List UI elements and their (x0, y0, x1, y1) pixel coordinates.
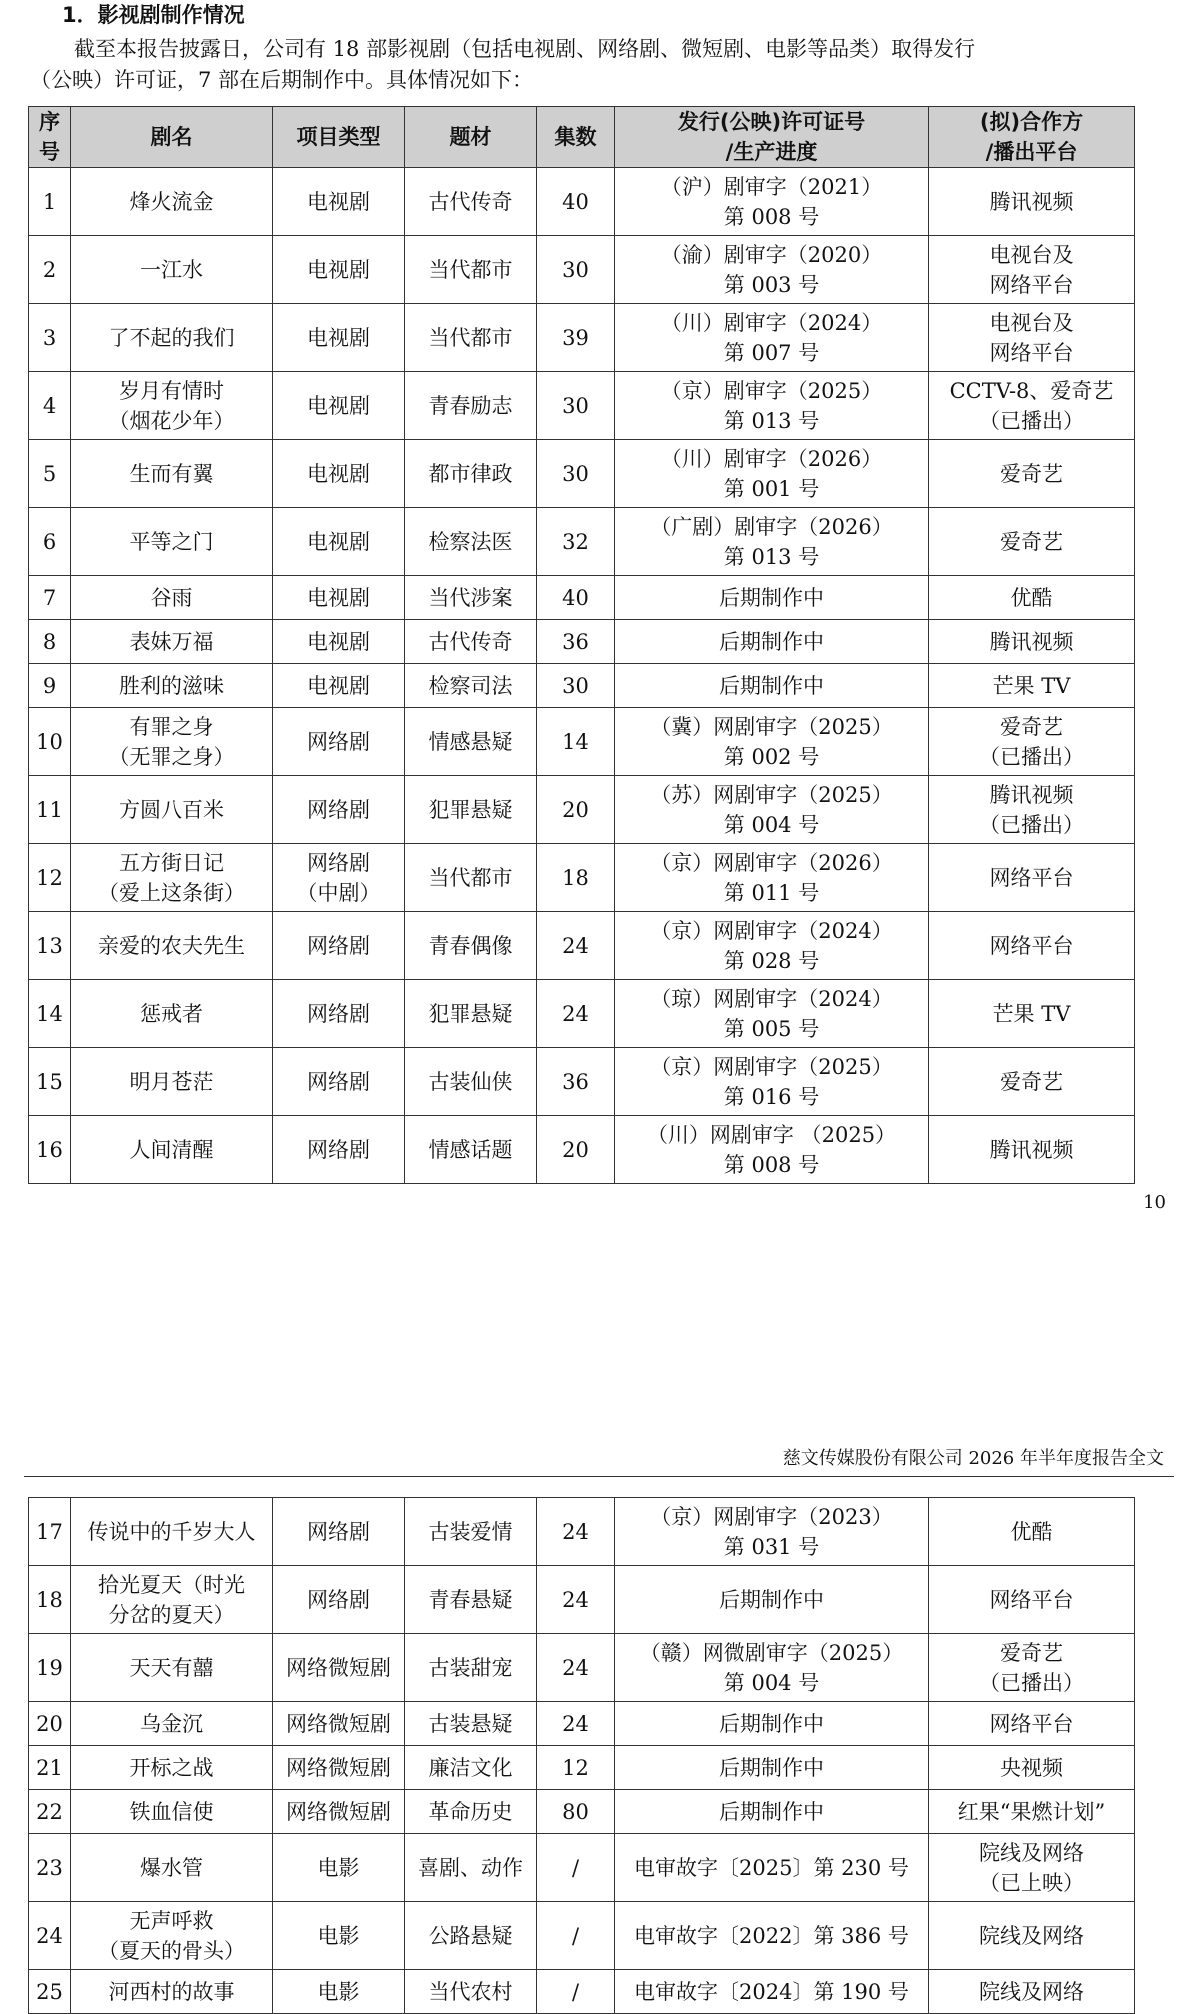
row-number-cell: 18 (29, 1566, 71, 1634)
row-number-cell: 3 (29, 304, 71, 372)
genre-cell: 当代都市 (405, 236, 537, 304)
episode-count-cell: 24 (537, 1566, 615, 1634)
project-type-cell: 网络微短剧 (273, 1746, 405, 1790)
license-or-progress-cell: （冀）网剧审字（2025） 第 002 号 (615, 708, 929, 776)
project-type-cell: 电视剧 (273, 440, 405, 508)
genre-cell: 廉洁文化 (405, 1746, 537, 1790)
episode-count-cell: 20 (537, 1116, 615, 1184)
project-type-cell: 电影 (273, 1902, 405, 1970)
drama-title-cell: 爆水管 (71, 1834, 273, 1902)
intro-paragraph (30, 34, 1170, 96)
genre-cell: 情感话题 (405, 1116, 537, 1184)
genre-cell: 都市律政 (405, 440, 537, 508)
row-number-cell: 9 (29, 664, 71, 708)
partner-platform-cell: CCTV-8、爱奇艺 （已播出） (929, 372, 1135, 440)
episode-count-cell: 36 (537, 620, 615, 664)
episode-count-cell: 24 (537, 1702, 615, 1746)
table-row (29, 508, 1135, 576)
episode-count-cell: 39 (537, 304, 615, 372)
row-number-cell: 8 (29, 620, 71, 664)
episode-count-cell: / (537, 1834, 615, 1902)
episode-count-cell: 24 (537, 1498, 615, 1566)
drama-title-cell: 有罪之身 （无罪之身） (71, 708, 273, 776)
genre-cell: 检察法医 (405, 508, 537, 576)
episode-count-cell: 80 (537, 1790, 615, 1834)
production-table-page2 (28, 1497, 1135, 2014)
table-row (29, 1498, 1135, 1566)
genre-cell: 古代传奇 (405, 168, 537, 236)
table-row (29, 776, 1135, 844)
table-row (29, 1634, 1135, 1702)
drama-title-cell: 河西村的故事 (71, 1970, 273, 2014)
header-rule (24, 1476, 1174, 1477)
genre-cell: 古装甜宠 (405, 1634, 537, 1702)
column-header: 序号 (29, 107, 71, 168)
license-or-progress-cell: 后期制作中 (615, 620, 929, 664)
episode-count-cell: / (537, 1902, 615, 1970)
project-type-cell: 电影 (273, 1834, 405, 1902)
intro-line-1: 截至本报告披露日，公司有 18 部影视剧（包括电视剧、网络剧、微短剧、电影等品类）取得发行 (74, 37, 976, 61)
episode-count-cell: 18 (537, 844, 615, 912)
partner-platform-cell: 院线及网络 （已上映） (929, 1834, 1135, 1902)
license-or-progress-cell: （赣）网微剧审字（2025） 第 004 号 (615, 1634, 929, 1702)
partner-platform-cell: 爱奇艺 (929, 508, 1135, 576)
episode-count-cell: 40 (537, 576, 615, 620)
episode-count-cell: 30 (537, 236, 615, 304)
episode-count-cell: 24 (537, 1634, 615, 1702)
episode-count-cell: 30 (537, 372, 615, 440)
production-table-page1 (28, 106, 1135, 1184)
row-number-cell: 10 (29, 708, 71, 776)
genre-cell: 革命历史 (405, 1790, 537, 1834)
drama-title-cell: 谷雨 (71, 576, 273, 620)
row-number-cell: 15 (29, 1048, 71, 1116)
genre-cell: 公路悬疑 (405, 1902, 537, 1970)
table-row (29, 304, 1135, 372)
episode-count-cell: 12 (537, 1746, 615, 1790)
license-or-progress-cell: （京）网剧审字（2023） 第 031 号 (615, 1498, 929, 1566)
partner-platform-cell: 腾讯视频 (929, 168, 1135, 236)
project-type-cell: 网络剧 (273, 980, 405, 1048)
drama-title-cell: 烽火流金 (71, 168, 273, 236)
license-or-progress-cell: （京）网剧审字（2025） 第 016 号 (615, 1048, 929, 1116)
row-number-cell: 22 (29, 1790, 71, 1834)
episode-count-cell: 30 (537, 440, 615, 508)
genre-cell: 古装仙侠 (405, 1048, 537, 1116)
license-or-progress-cell: （川）网剧审字 （2025） 第 008 号 (615, 1116, 929, 1184)
project-type-cell: 网络微短剧 (273, 1634, 405, 1702)
license-or-progress-cell: 电审故字〔2024〕第 190 号 (615, 1970, 929, 2014)
license-or-progress-cell: （琼）网剧审字（2024） 第 005 号 (615, 980, 929, 1048)
partner-platform-cell: 院线及网络 (929, 1970, 1135, 2014)
license-or-progress-cell: 后期制作中 (615, 664, 929, 708)
page-number: 10 (1143, 1192, 1166, 1213)
partner-platform-cell: 优酷 (929, 576, 1135, 620)
row-number-cell: 7 (29, 576, 71, 620)
table-row (29, 1970, 1135, 2014)
license-or-progress-cell: 电审故字〔2022〕第 386 号 (615, 1902, 929, 1970)
drama-title-cell: 拾光夏天（时光 分岔的夏天） (71, 1566, 273, 1634)
genre-cell: 情感悬疑 (405, 708, 537, 776)
license-or-progress-cell: （沪）剧审字（2021） 第 008 号 (615, 168, 929, 236)
row-number-cell: 17 (29, 1498, 71, 1566)
intro-line-2: （公映）许可证，7 部在后期制作中。具体情况如下： (30, 68, 534, 92)
partner-platform-cell: 电视台及 网络平台 (929, 304, 1135, 372)
table-row (29, 980, 1135, 1048)
column-header: 发行(公映)许可证号 /生产进度 (615, 107, 929, 168)
project-type-cell: 网络微短剧 (273, 1702, 405, 1746)
row-number-cell: 16 (29, 1116, 71, 1184)
drama-title-cell: 惩戒者 (71, 980, 273, 1048)
drama-title-cell: 方圆八百米 (71, 776, 273, 844)
partner-platform-cell: 网络平台 (929, 912, 1135, 980)
partner-platform-cell: 红果“果燃计划” (929, 1790, 1135, 1834)
episode-count-cell: / (537, 1970, 615, 2014)
episode-count-cell: 36 (537, 1048, 615, 1116)
project-type-cell: 电视剧 (273, 236, 405, 304)
project-type-cell: 电视剧 (273, 620, 405, 664)
partner-platform-cell: 电视台及 网络平台 (929, 236, 1135, 304)
license-or-progress-cell: 后期制作中 (615, 1746, 929, 1790)
column-header: 项目类型 (273, 107, 405, 168)
row-number-cell: 23 (29, 1834, 71, 1902)
license-or-progress-cell: （渝）剧审字（2020） 第 003 号 (615, 236, 929, 304)
column-header: 剧名 (71, 107, 273, 168)
column-header: 集数 (537, 107, 615, 168)
project-type-cell: 网络剧 （中剧） (273, 844, 405, 912)
table-row (29, 664, 1135, 708)
genre-cell: 当代都市 (405, 304, 537, 372)
drama-title-cell: 乌金沉 (71, 1702, 273, 1746)
project-type-cell: 电视剧 (273, 664, 405, 708)
license-or-progress-cell: 后期制作中 (615, 1790, 929, 1834)
partner-platform-cell: 央视频 (929, 1746, 1135, 1790)
drama-title-cell: 了不起的我们 (71, 304, 273, 372)
project-type-cell: 网络剧 (273, 1498, 405, 1566)
row-number-cell: 20 (29, 1702, 71, 1746)
partner-platform-cell: 网络平台 (929, 1702, 1135, 1746)
project-type-cell: 电视剧 (273, 372, 405, 440)
license-or-progress-cell: （京）网剧审字（2026） 第 011 号 (615, 844, 929, 912)
section-heading: 1．影视剧制作情况 (62, 3, 245, 27)
table-row (29, 440, 1135, 508)
episode-count-cell: 40 (537, 168, 615, 236)
genre-cell: 青春励志 (405, 372, 537, 440)
partner-platform-cell: 网络平台 (929, 844, 1135, 912)
genre-cell: 检察司法 (405, 664, 537, 708)
license-or-progress-cell: （京）剧审字（2025） 第 013 号 (615, 372, 929, 440)
episode-count-cell: 24 (537, 980, 615, 1048)
genre-cell: 喜剧、动作 (405, 1834, 537, 1902)
drama-title-cell: 人间清醒 (71, 1116, 273, 1184)
drama-title-cell: 天天有囍 (71, 1634, 273, 1702)
row-number-cell: 24 (29, 1902, 71, 1970)
table-row (29, 1834, 1135, 1902)
table-row (29, 1902, 1135, 1970)
genre-cell: 当代农村 (405, 1970, 537, 2014)
project-type-cell: 网络微短剧 (273, 1790, 405, 1834)
license-or-progress-cell: （广剧）剧审字（2026） 第 013 号 (615, 508, 929, 576)
running-header: 慈文传媒股份有限公司 2026 年半年度报告全文 (782, 1448, 1164, 1469)
drama-title-cell: 开标之战 (71, 1746, 273, 1790)
license-or-progress-cell: 后期制作中 (615, 576, 929, 620)
genre-cell: 当代都市 (405, 844, 537, 912)
episode-count-cell: 14 (537, 708, 615, 776)
project-type-cell: 网络剧 (273, 708, 405, 776)
drama-title-cell: 岁月有情时 （烟花少年） (71, 372, 273, 440)
table-row (29, 1790, 1135, 1834)
table-row (29, 1566, 1135, 1634)
license-or-progress-cell: 后期制作中 (615, 1702, 929, 1746)
partner-platform-cell: 爱奇艺 （已播出） (929, 1634, 1135, 1702)
genre-cell: 犯罪悬疑 (405, 776, 537, 844)
project-type-cell: 网络剧 (273, 776, 405, 844)
drama-title-cell: 无声呼救 （夏天的骨头） (71, 1902, 273, 1970)
drama-title-cell: 亲爱的农夫先生 (71, 912, 273, 980)
partner-platform-cell: 芒果 TV (929, 664, 1135, 708)
license-or-progress-cell: （苏）网剧审字（2025） 第 004 号 (615, 776, 929, 844)
drama-title-cell: 平等之门 (71, 508, 273, 576)
table-row (29, 844, 1135, 912)
partner-platform-cell: 爱奇艺 (929, 440, 1135, 508)
row-number-cell: 19 (29, 1634, 71, 1702)
license-or-progress-cell: （川）剧审字（2026） 第 001 号 (615, 440, 929, 508)
drama-title-cell: 一江水 (71, 236, 273, 304)
row-number-cell: 25 (29, 1970, 71, 2014)
partner-platform-cell: 网络平台 (929, 1566, 1135, 1634)
table-row (29, 1048, 1135, 1116)
drama-title-cell: 明月苍茫 (71, 1048, 273, 1116)
partner-platform-cell: 腾讯视频 (929, 1116, 1135, 1184)
license-or-progress-cell: 后期制作中 (615, 1566, 929, 1634)
partner-platform-cell: 优酷 (929, 1498, 1135, 1566)
episode-count-cell: 32 (537, 508, 615, 576)
genre-cell: 青春悬疑 (405, 1566, 537, 1634)
genre-cell: 古装爱情 (405, 1498, 537, 1566)
column-header: 题材 (405, 107, 537, 168)
drama-title-cell: 表妹万福 (71, 620, 273, 664)
table-row (29, 1746, 1135, 1790)
table-row (29, 372, 1135, 440)
row-number-cell: 12 (29, 844, 71, 912)
partner-platform-cell: 腾讯视频 （已播出） (929, 776, 1135, 844)
episode-count-cell: 30 (537, 664, 615, 708)
table-row (29, 708, 1135, 776)
row-number-cell: 5 (29, 440, 71, 508)
table-row (29, 236, 1135, 304)
row-number-cell: 14 (29, 980, 71, 1048)
project-type-cell: 网络剧 (273, 1116, 405, 1184)
project-type-cell: 电视剧 (273, 304, 405, 372)
drama-title-cell: 胜利的滋味 (71, 664, 273, 708)
row-number-cell: 21 (29, 1746, 71, 1790)
table-row (29, 1702, 1135, 1746)
genre-cell: 青春偶像 (405, 912, 537, 980)
row-number-cell: 6 (29, 508, 71, 576)
license-or-progress-cell: （京）网剧审字（2024） 第 028 号 (615, 912, 929, 980)
partner-platform-cell: 芒果 TV (929, 980, 1135, 1048)
project-type-cell: 电影 (273, 1970, 405, 2014)
license-or-progress-cell: （川）剧审字（2024） 第 007 号 (615, 304, 929, 372)
drama-title-cell: 生而有翼 (71, 440, 273, 508)
genre-cell: 古代传奇 (405, 620, 537, 664)
table-row (29, 576, 1135, 620)
episode-count-cell: 20 (537, 776, 615, 844)
drama-title-cell: 铁血信使 (71, 1790, 273, 1834)
partner-platform-cell: 腾讯视频 (929, 620, 1135, 664)
project-type-cell: 电视剧 (273, 576, 405, 620)
license-or-progress-cell: 电审故字〔2025〕第 230 号 (615, 1834, 929, 1902)
genre-cell: 犯罪悬疑 (405, 980, 537, 1048)
episode-count-cell: 24 (537, 912, 615, 980)
project-type-cell: 网络剧 (273, 1566, 405, 1634)
row-number-cell: 11 (29, 776, 71, 844)
row-number-cell: 13 (29, 912, 71, 980)
table-row (29, 168, 1135, 236)
row-number-cell: 2 (29, 236, 71, 304)
row-number-cell: 4 (29, 372, 71, 440)
project-type-cell: 网络剧 (273, 912, 405, 980)
drama-title-cell: 五方街日记 （爱上这条街） (71, 844, 273, 912)
partner-platform-cell: 院线及网络 (929, 1902, 1135, 1970)
column-header: (拟)合作方 /播出平台 (929, 107, 1135, 168)
genre-cell: 当代涉案 (405, 576, 537, 620)
row-number-cell: 1 (29, 168, 71, 236)
project-type-cell: 网络剧 (273, 1048, 405, 1116)
project-type-cell: 电视剧 (273, 508, 405, 576)
partner-platform-cell: 爱奇艺 （已播出） (929, 708, 1135, 776)
table-header-row (29, 107, 1135, 168)
table-row (29, 620, 1135, 664)
partner-platform-cell: 爱奇艺 (929, 1048, 1135, 1116)
project-type-cell: 电视剧 (273, 168, 405, 236)
drama-title-cell: 传说中的千岁大人 (71, 1498, 273, 1566)
genre-cell: 古装悬疑 (405, 1702, 537, 1746)
table-row (29, 912, 1135, 980)
table-row (29, 1116, 1135, 1184)
